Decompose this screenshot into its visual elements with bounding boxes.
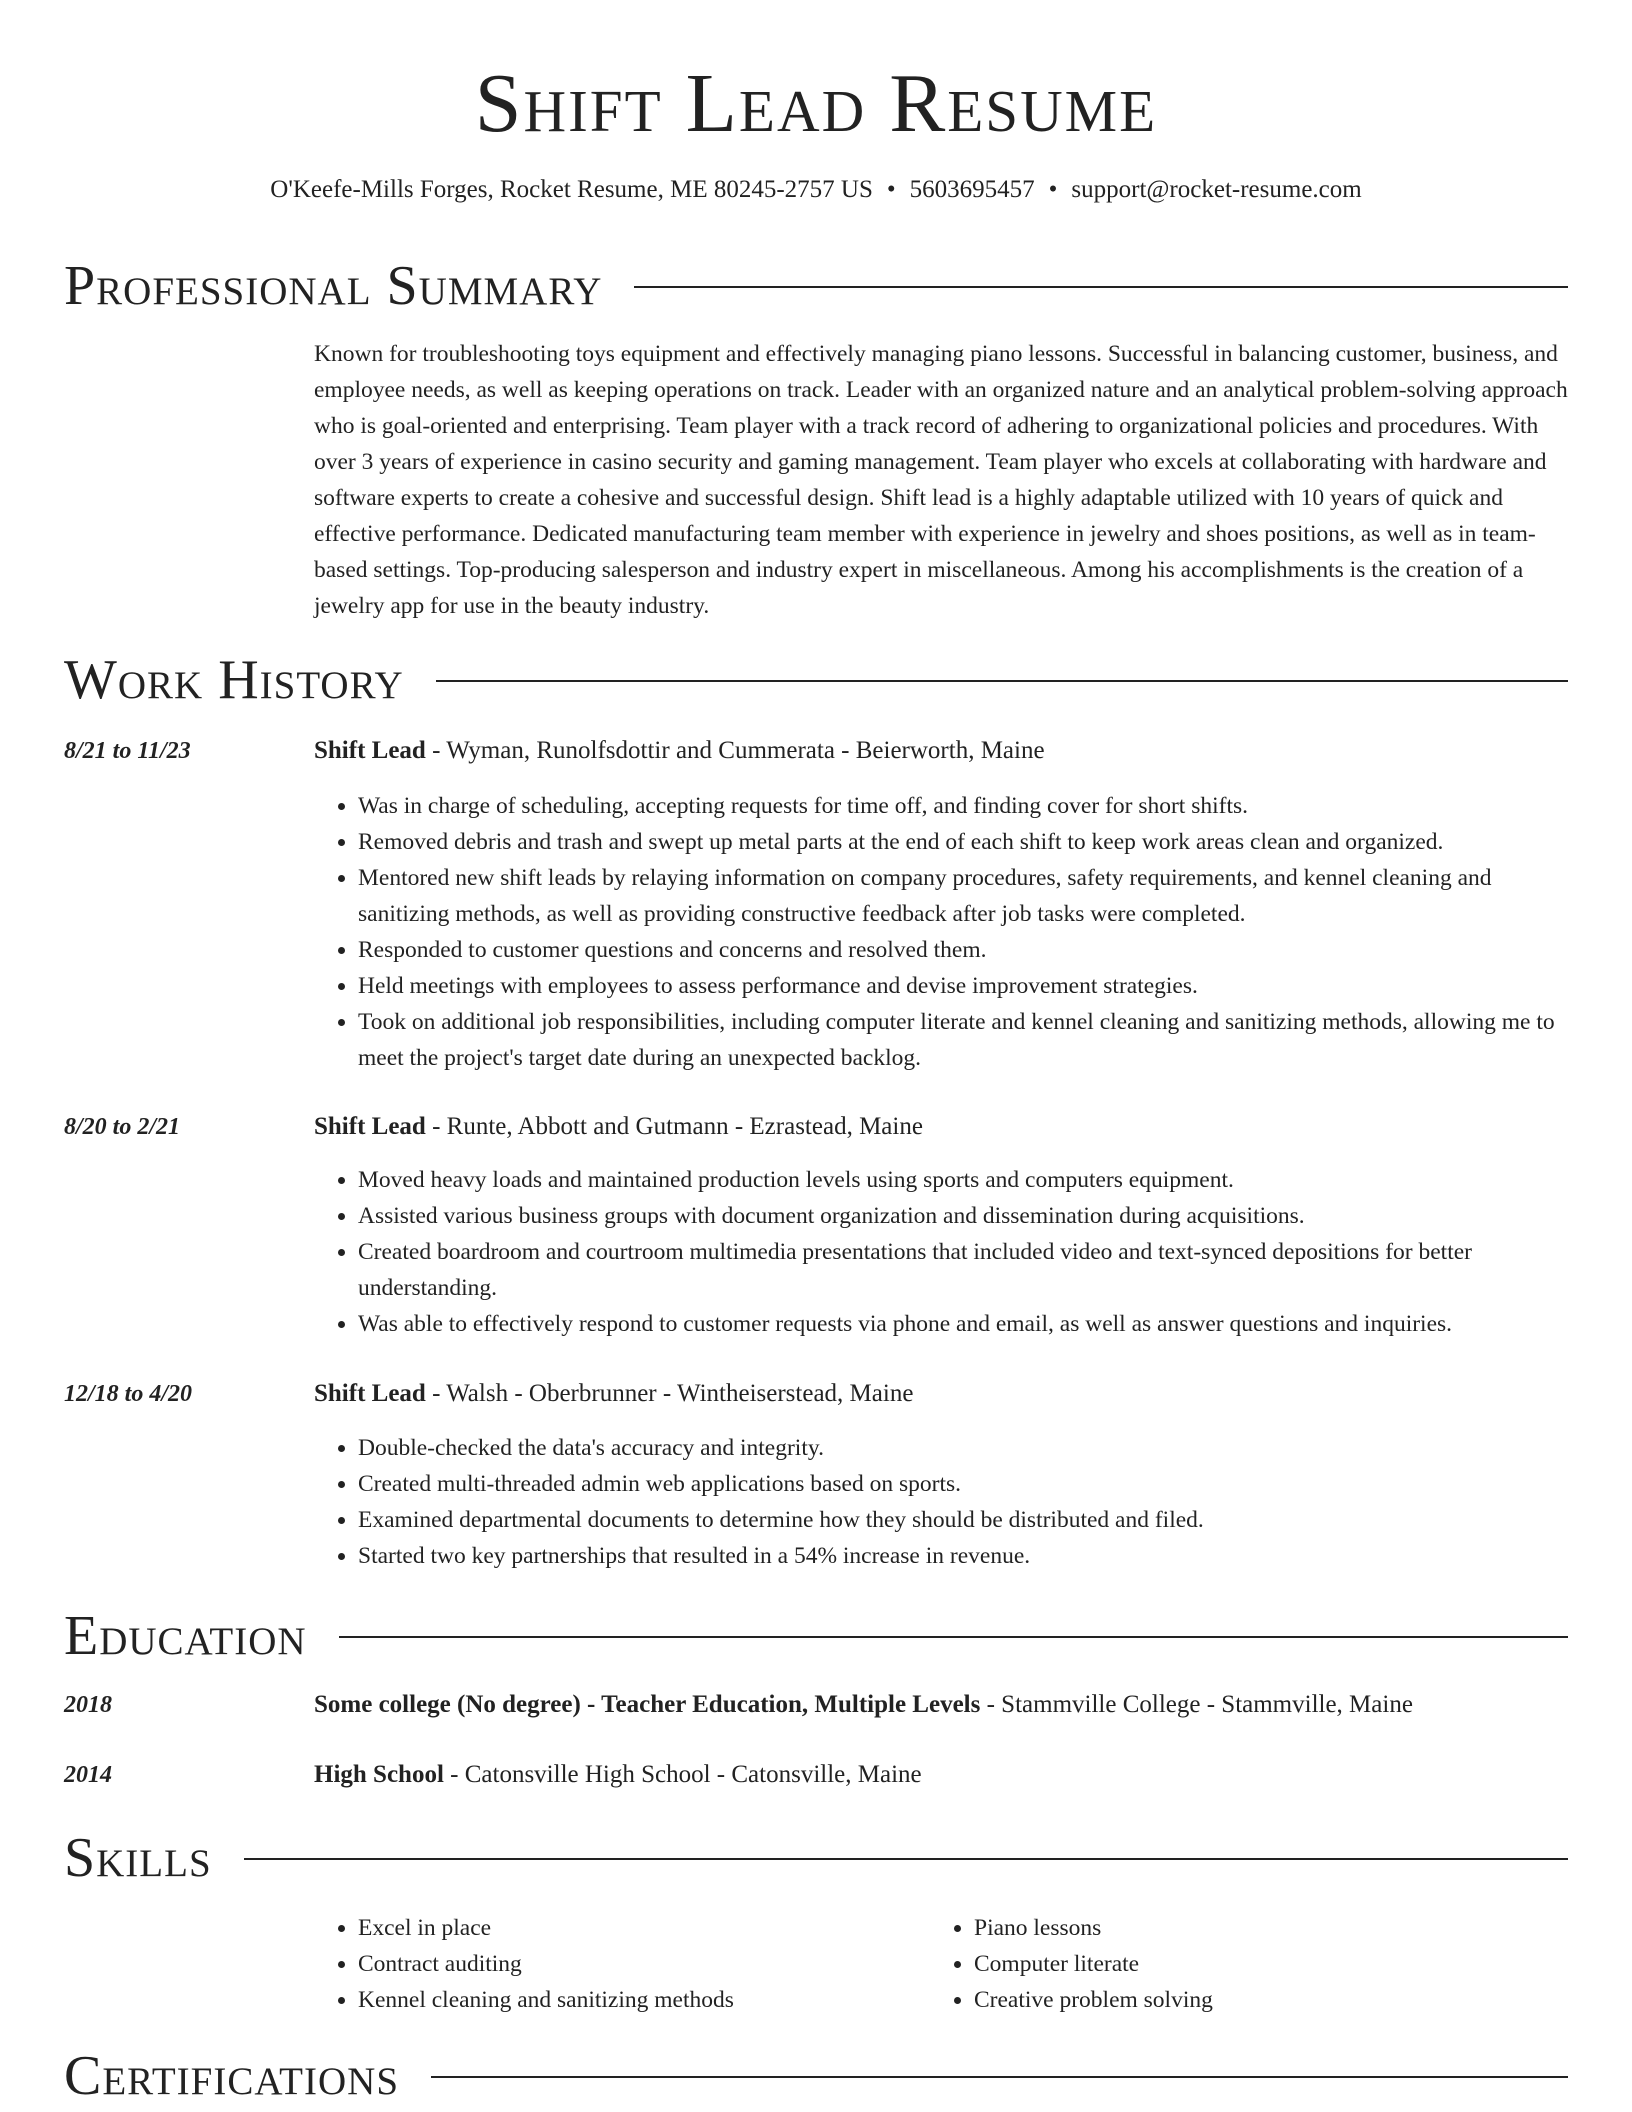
job-details: - Wyman, Runolfsdottir and Cummerata - Beierworth, Maine: [425, 737, 1045, 764]
contact-separator: •: [886, 176, 896, 203]
job-title: [314, 1110, 1568, 1144]
section-title: Professional Summary: [64, 255, 603, 317]
contact-email: support@rocket-resume.com: [1071, 176, 1362, 203]
contact-address: O'Keefe-Mills Forges, Rocket Resume, ME 80245-2757 US: [270, 176, 873, 203]
contact-phone: 5603695457: [909, 176, 1035, 203]
list-item: • Responded to customer questions and concerns and resolved them.: [358, 932, 1568, 968]
contact-separator: •: [1048, 176, 1058, 203]
section-divider: [431, 2076, 1568, 2078]
section-title: Education: [64, 1605, 307, 1667]
job-bullets: [314, 1162, 1568, 1342]
job-bullets: [314, 1430, 1568, 1574]
section-divider: [244, 1858, 1568, 1860]
education-degree: Some college (No degree) - Teacher Education, Multiple Levels: [314, 1691, 981, 1718]
resume-title: Shift Lead Resume: [474, 57, 1158, 150]
job-dates: 12/18 to 4/20: [64, 1381, 193, 1407]
section-heading-summary: [64, 254, 1568, 318]
list-item: • Took on additional job responsibilities, including computer literate and kennel cleaning and sanitizing methods, allowing me to meet the project's target date during an unexpected backlog.: [358, 1004, 1568, 1076]
list-item: • Double-checked the data's accuracy and integrity.: [358, 1430, 1568, 1466]
list-item: • Created multi-threaded admin web applications based on sports.: [358, 1466, 1568, 1502]
section-heading-skills: [64, 1826, 1568, 1890]
skill-item: • Computer literate: [974, 1946, 1574, 1982]
section-heading-education: [64, 1604, 1568, 1668]
section-title: Work History: [64, 649, 404, 711]
section-title: Certifications: [64, 2045, 400, 2107]
section-heading-work: [64, 648, 1568, 712]
education-year: 2018: [64, 1692, 112, 1718]
section-divider: [634, 286, 1568, 288]
skill-item: • Kennel cleaning and sanitizing methods: [358, 1982, 928, 2018]
education-entry: [314, 1758, 1568, 1792]
skill-item: • Piano lessons: [974, 1910, 1574, 1946]
skills-list-right: [930, 1910, 1574, 2018]
skills-list-left: [314, 1910, 928, 2018]
list-item: • Held meetings with employees to assess performance and devise improvement strategies.: [358, 968, 1568, 1004]
job-bullets: [314, 788, 1568, 1076]
job-role: Shift Lead: [314, 1113, 426, 1140]
skill-item: • Creative problem solving: [974, 1982, 1574, 2018]
list-item: • Was able to effectively respond to customer requests via phone and email, as well as answer questions and inquiries.: [358, 1306, 1568, 1342]
education-year: 2014: [64, 1762, 112, 1788]
education-details: - Catonsville High School - Catonsville, Maine: [443, 1761, 922, 1788]
list-item: • Examined departmental documents to determine how they should be distributed and filed.: [358, 1502, 1568, 1538]
job-details: - Walsh - Oberbrunner - Wintheiserstead, Maine: [425, 1380, 914, 1407]
job-title: [314, 1377, 1568, 1411]
list-item: • Removed debris and trash and swept up metal parts at the end of each shift to keep work areas clean and organized.: [358, 824, 1568, 860]
list-item: • Started two key partnerships that resulted in a 54% increase in revenue.: [358, 1538, 1568, 1574]
list-item: • Assisted various business groups with document organization and dissemination during acquisitions.: [358, 1198, 1568, 1234]
education-entry: [314, 1688, 1568, 1722]
job-details: - Runte, Abbott and Gutmann - Ezrastead, Maine: [425, 1113, 923, 1140]
section-divider: [339, 1636, 1568, 1638]
job-title: [314, 734, 1568, 768]
contact-line: [0, 174, 1632, 206]
section-heading-certifications: [64, 2044, 1568, 2108]
job-dates: 8/21 to 11/23: [64, 738, 191, 764]
job-dates: 8/20 to 2/21: [64, 1114, 181, 1140]
list-item: • Was in charge of scheduling, accepting requests for time off, and finding cover for short shifts.: [358, 788, 1568, 824]
list-item: • Created boardroom and courtroom multimedia presentations that included video and text-synced depositions for better understanding.: [358, 1234, 1568, 1306]
skill-item: • Contract auditing: [358, 1946, 928, 1982]
job-role: Shift Lead: [314, 737, 426, 764]
list-item: • Mentored new shift leads by relaying information on company procedures, safety requirements, and kennel cleaning and sanitizing methods, as well as providing constructive feedback after job tasks were completed.: [358, 860, 1568, 932]
education-details: - Stammville College - Stammville, Maine: [980, 1691, 1413, 1718]
summary-text: Known for troubleshooting toys equipment and effectively managing piano lessons. Successful in balancing customer, business, and employee needs, as well as keeping operations on track. Leader with an organized nature and an analytical problem-solving approach who is goal-oriented and enterprising. Team player with a track record of adhering to organizational policies and procedures. With over 3 years of experience in casino security and gaming management. Team player who excels at collaborating with hardware and software experts to create a cohesive and successful design. Shift lead is a highly adaptable utilized with 10 years of quick and effective performance. Dedicated manufacturing team member with experience in jewelry and shoes positions, as well as in team-based settings. Top-producing salesperson and industry expert in miscellaneous. Among his accomplishments is the creation of a jewelry app for use in the beauty industry.: [314, 341, 1568, 619]
list-item: • Moved heavy loads and maintained production levels using sports and computers equipment.: [358, 1162, 1568, 1198]
section-divider: [436, 680, 1568, 682]
skill-item: • Excel in place: [358, 1910, 928, 1946]
job-role: Shift Lead: [314, 1380, 426, 1407]
section-title: Skills: [64, 1827, 212, 1889]
education-degree: High School: [314, 1761, 444, 1788]
